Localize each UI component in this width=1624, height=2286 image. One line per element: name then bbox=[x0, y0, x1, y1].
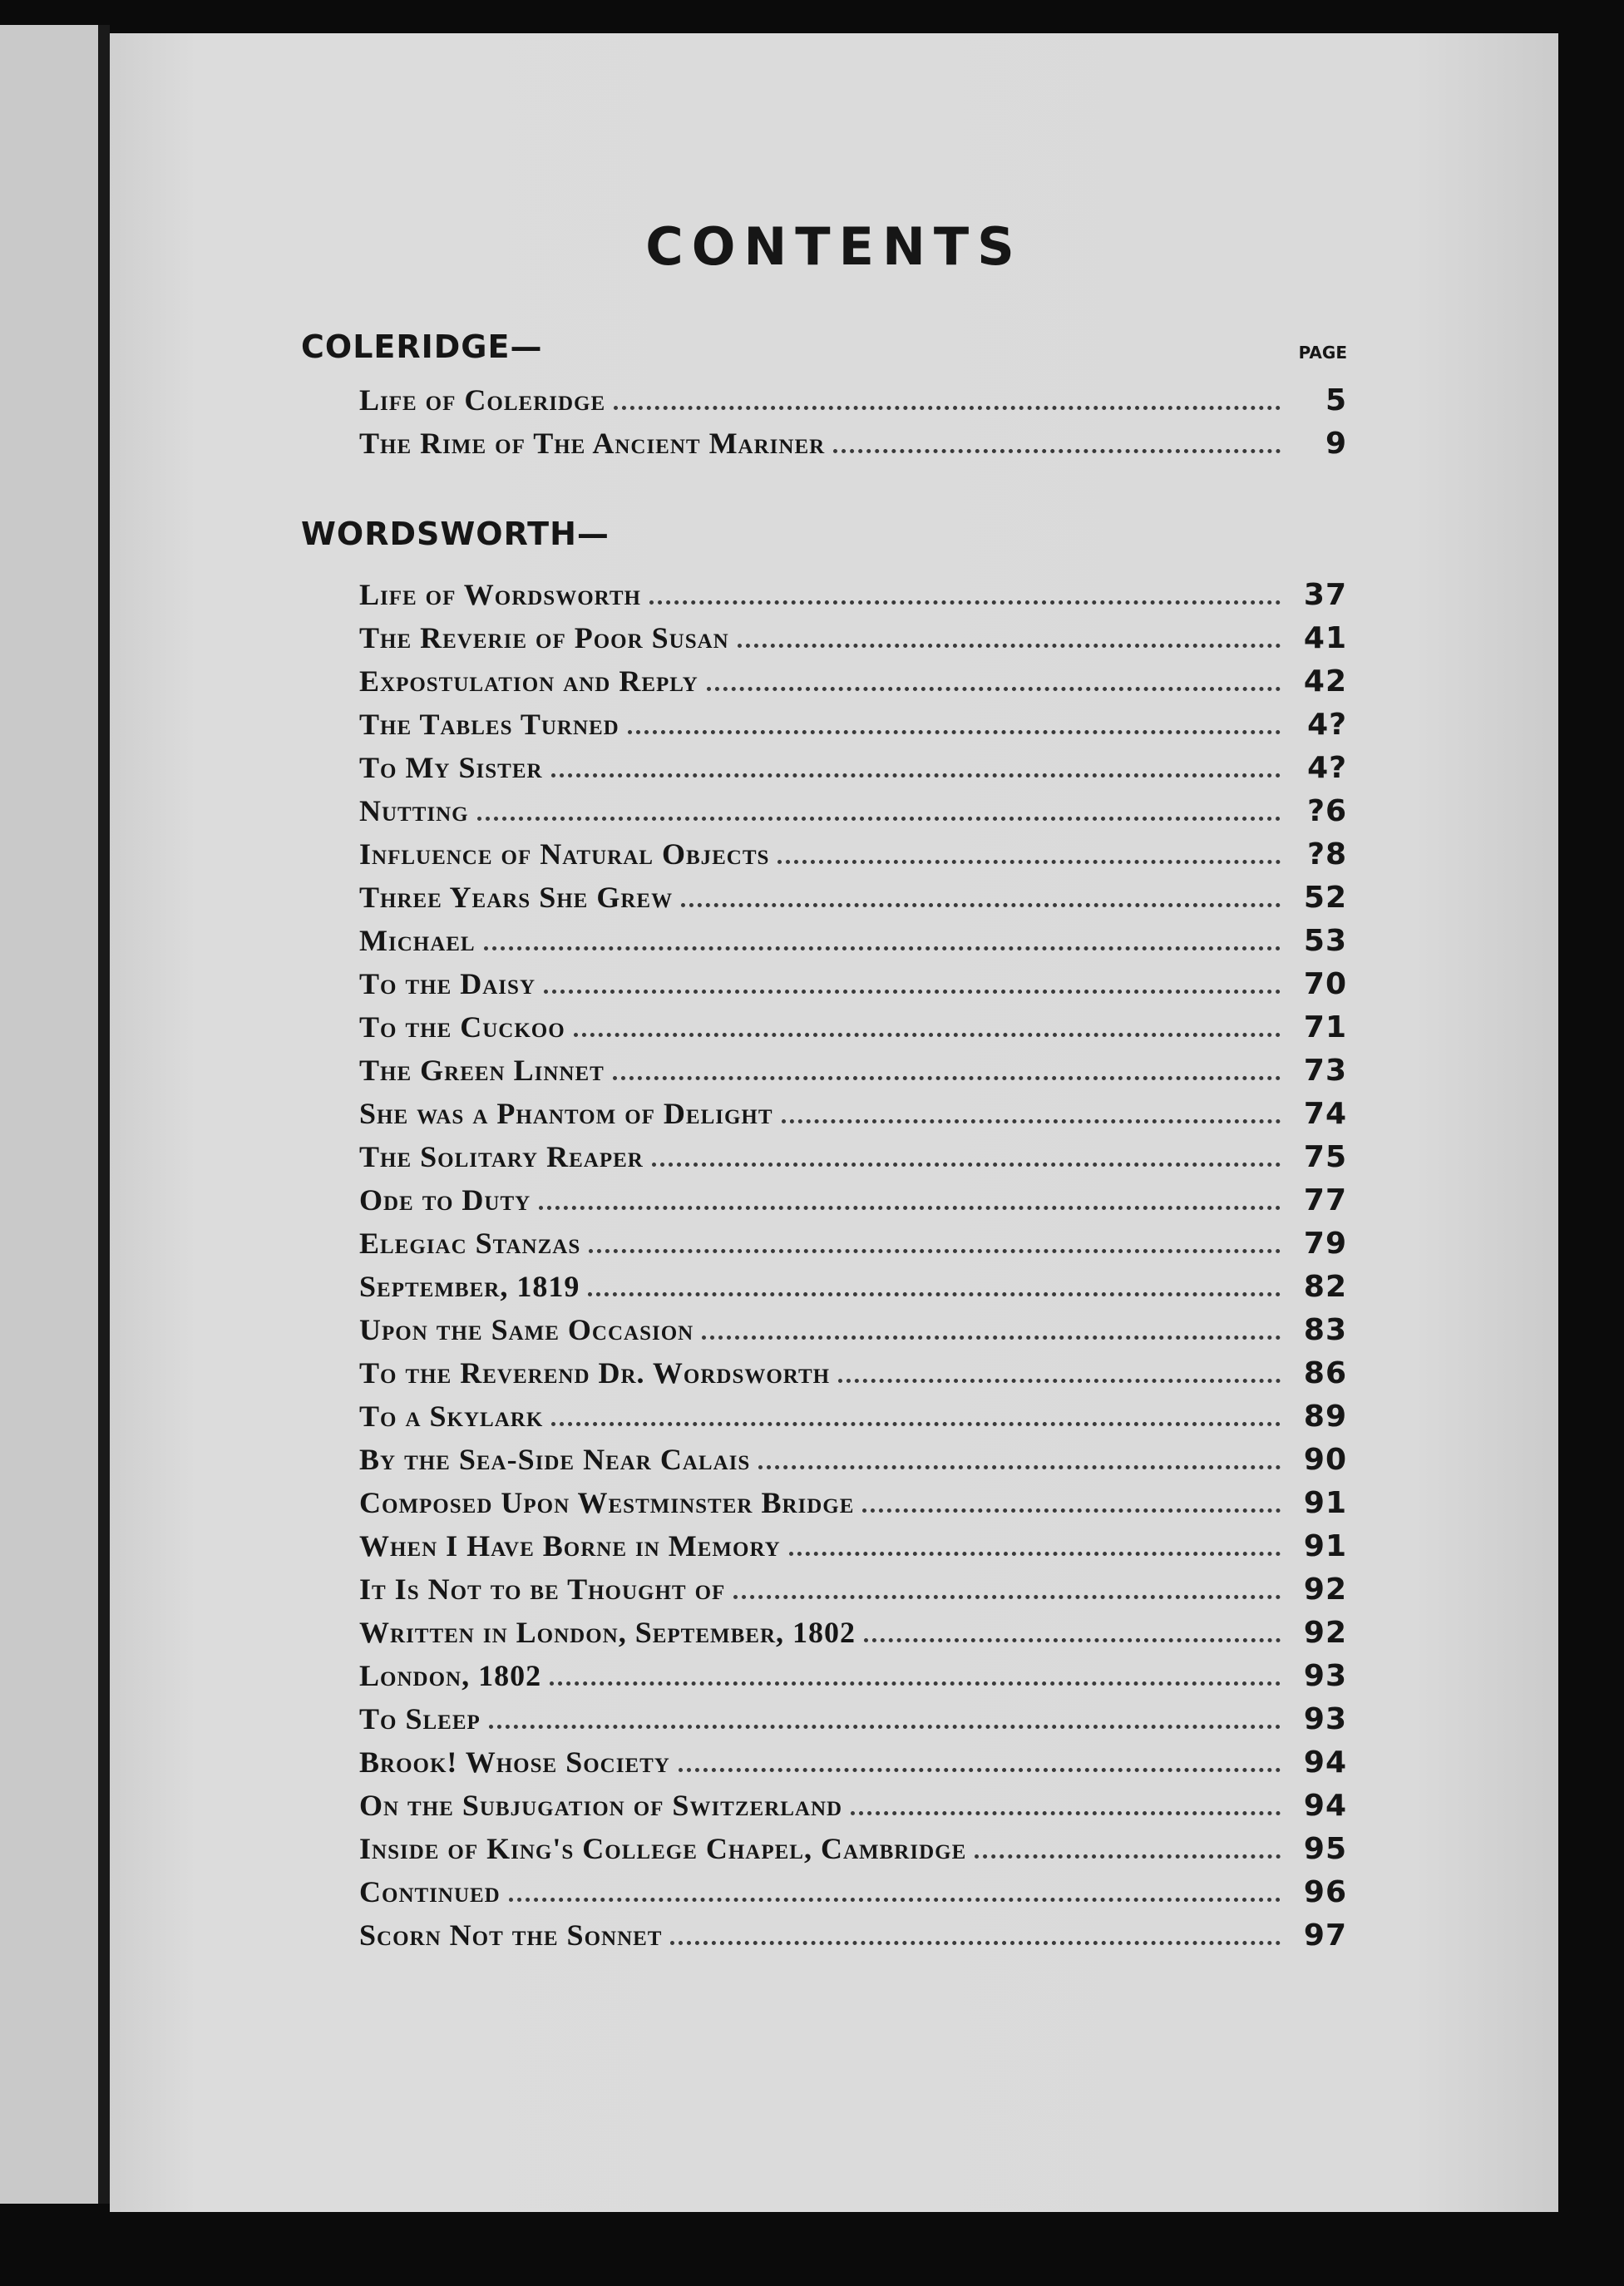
entry-title: Brook! Whose Society bbox=[359, 1745, 670, 1779]
dot-leader bbox=[777, 860, 1281, 864]
wordsworth-entry-list bbox=[359, 577, 1347, 1961]
entry-title: Scorn Not the Sonnet bbox=[359, 1918, 663, 1952]
entry-title: Influence of Natural Objects bbox=[359, 837, 770, 871]
dot-leader bbox=[652, 1163, 1281, 1167]
entry-page-number: 86 bbox=[1303, 1356, 1347, 1390]
entry-page-number: 41 bbox=[1303, 621, 1347, 655]
dot-leader bbox=[628, 730, 1281, 734]
dot-leader bbox=[574, 1033, 1281, 1037]
contents-page bbox=[110, 33, 1558, 2212]
entry-title: It Is Not to be Thought of bbox=[359, 1573, 726, 1606]
toc-entry bbox=[359, 1096, 1347, 1139]
entry-title: Ode to Duty bbox=[359, 1183, 531, 1217]
toc-entry bbox=[359, 1442, 1347, 1485]
entry-page-number: 97 bbox=[1303, 1918, 1347, 1953]
entry-page-number: 42 bbox=[1303, 664, 1347, 699]
toc-entry bbox=[359, 1485, 1347, 1528]
entry-page-number: 77 bbox=[1303, 1183, 1347, 1217]
dot-leader bbox=[733, 1595, 1281, 1599]
entry-page-number: 74 bbox=[1303, 1097, 1347, 1131]
page-column-label: PAGE bbox=[1298, 343, 1347, 363]
dot-leader bbox=[679, 1768, 1281, 1772]
dot-leader bbox=[477, 817, 1281, 821]
entry-page-number: 37 bbox=[1303, 578, 1347, 612]
dot-leader bbox=[588, 1292, 1281, 1296]
toc-entry bbox=[359, 923, 1347, 966]
entry-title: When I Have Borne in Memory bbox=[359, 1529, 781, 1563]
dot-leader bbox=[702, 1336, 1281, 1340]
toc-entry bbox=[359, 1226, 1347, 1269]
coleridge-entry-list bbox=[359, 383, 1347, 469]
dot-leader bbox=[614, 406, 1281, 410]
entry-page-number: 94 bbox=[1303, 1745, 1347, 1780]
dot-leader bbox=[833, 449, 1281, 453]
toc-entry bbox=[359, 1139, 1347, 1182]
entry-page-number: ?8 bbox=[1307, 837, 1347, 871]
toc-entry bbox=[359, 1658, 1347, 1701]
entry-page-number: 90 bbox=[1303, 1443, 1347, 1477]
entry-title: Elegiac Stanzas bbox=[359, 1227, 581, 1260]
entry-page-number: 79 bbox=[1303, 1227, 1347, 1261]
entry-title: Expostulation and Reply bbox=[359, 664, 698, 698]
dot-leader bbox=[707, 687, 1281, 691]
dot-leader bbox=[551, 773, 1281, 778]
entry-page-number: 5 bbox=[1325, 383, 1347, 417]
dot-leader bbox=[851, 1811, 1281, 1815]
toc-entry bbox=[359, 966, 1347, 1010]
toc-entry bbox=[359, 1269, 1347, 1312]
entry-page-number: 9 bbox=[1325, 427, 1347, 461]
entry-title: To the Cuckoo bbox=[359, 1010, 565, 1044]
section-title-wordsworth: WORDSWORTH— bbox=[301, 516, 610, 552]
entry-title: On the Subjugation of Switzerland bbox=[359, 1789, 843, 1822]
entry-page-number: 4? bbox=[1307, 751, 1347, 785]
dot-leader bbox=[975, 1854, 1281, 1859]
toc-entry bbox=[359, 1918, 1347, 1961]
entry-page-number: 91 bbox=[1303, 1529, 1347, 1563]
entry-title: To My Sister bbox=[359, 751, 543, 784]
dot-leader bbox=[550, 1681, 1281, 1686]
toc-entry bbox=[359, 426, 1347, 469]
dot-leader bbox=[681, 903, 1281, 907]
entry-title: London, 1802 bbox=[359, 1659, 542, 1692]
dot-leader bbox=[539, 1206, 1281, 1210]
dot-leader bbox=[758, 1465, 1281, 1469]
entry-page-number: 94 bbox=[1303, 1789, 1347, 1823]
entry-title: Written in London, September, 1802 bbox=[359, 1616, 856, 1649]
toc-entry bbox=[359, 1182, 1347, 1226]
entry-title: She was a Phantom of Delight bbox=[359, 1097, 773, 1130]
dot-leader bbox=[670, 1941, 1281, 1945]
entry-title: To Sleep bbox=[359, 1702, 481, 1735]
toc-entry bbox=[359, 1615, 1347, 1658]
entry-page-number: 93 bbox=[1303, 1659, 1347, 1693]
toc-entry bbox=[359, 1745, 1347, 1788]
toc-entry bbox=[359, 1874, 1347, 1918]
toc-entry bbox=[359, 750, 1347, 793]
entry-title: Life of Coleridge bbox=[359, 383, 606, 417]
entry-title: The Tables Turned bbox=[359, 708, 619, 741]
entry-title: September, 1819 bbox=[359, 1270, 580, 1303]
toc-entry bbox=[359, 1788, 1347, 1831]
toc-entry bbox=[359, 837, 1347, 880]
toc-entry bbox=[359, 577, 1347, 620]
toc-entry bbox=[359, 1312, 1347, 1355]
dot-leader bbox=[782, 1119, 1281, 1123]
toc-entry bbox=[359, 383, 1347, 426]
entry-title: The Green Linnet bbox=[359, 1054, 605, 1087]
left-page-edge bbox=[0, 25, 110, 2204]
entry-title: Three Years She Grew bbox=[359, 881, 674, 914]
entry-page-number: 73 bbox=[1303, 1054, 1347, 1088]
entry-page-number: 92 bbox=[1303, 1573, 1347, 1607]
entry-title: Composed Upon Westminster Bridge bbox=[359, 1486, 855, 1519]
entry-title: Nutting bbox=[359, 794, 469, 827]
entry-title: The Solitary Reaper bbox=[359, 1140, 644, 1173]
entry-page-number: 93 bbox=[1303, 1702, 1347, 1736]
dot-leader bbox=[484, 946, 1281, 950]
toc-entry bbox=[359, 620, 1347, 664]
toc-entry bbox=[359, 1528, 1347, 1572]
dot-leader bbox=[509, 1898, 1281, 1902]
entry-page-number: 53 bbox=[1303, 924, 1347, 958]
entry-title: Inside of King's College Chapel, Cambridge bbox=[359, 1832, 967, 1865]
entry-page-number: 70 bbox=[1303, 967, 1347, 1001]
toc-entry bbox=[359, 664, 1347, 707]
entry-page-number: ?6 bbox=[1307, 794, 1347, 828]
toc-entry bbox=[359, 1053, 1347, 1096]
dot-leader bbox=[613, 1076, 1281, 1080]
entry-title: The Rime of The Ancient Mariner bbox=[359, 427, 826, 460]
toc-entry bbox=[359, 1010, 1347, 1053]
entry-page-number: 83 bbox=[1303, 1313, 1347, 1347]
toc-entry bbox=[359, 1701, 1347, 1745]
toc-entry bbox=[359, 1572, 1347, 1615]
entry-title: Michael bbox=[359, 924, 476, 957]
entry-page-number: 75 bbox=[1303, 1140, 1347, 1174]
toc-entry bbox=[359, 1399, 1347, 1442]
entry-page-number: 89 bbox=[1303, 1400, 1347, 1434]
entry-page-number: 71 bbox=[1303, 1010, 1347, 1044]
dot-leader bbox=[838, 1379, 1281, 1383]
dot-leader bbox=[544, 990, 1281, 994]
toc-entry bbox=[359, 1355, 1347, 1399]
entry-page-number: 96 bbox=[1303, 1875, 1347, 1909]
entry-title: To the Daisy bbox=[359, 967, 536, 1000]
dot-leader bbox=[589, 1249, 1281, 1253]
page-heading: CONTENTS bbox=[645, 216, 1023, 277]
entry-page-number: 4? bbox=[1307, 708, 1347, 742]
dot-leader bbox=[489, 1725, 1281, 1729]
toc-entry bbox=[359, 1831, 1347, 1874]
dot-leader bbox=[738, 644, 1281, 648]
toc-entry bbox=[359, 707, 1347, 750]
entry-title: To a Skylark bbox=[359, 1400, 544, 1433]
dot-leader bbox=[551, 1422, 1281, 1426]
section-title-coleridge: COLERIDGE— bbox=[301, 328, 543, 365]
entry-page-number: 92 bbox=[1303, 1616, 1347, 1650]
entry-title: Continued bbox=[359, 1875, 501, 1908]
toc-entry bbox=[359, 880, 1347, 923]
dot-leader bbox=[864, 1638, 1281, 1642]
entry-page-number: 95 bbox=[1303, 1832, 1347, 1866]
entry-title: To the Reverend Dr. Wordsworth bbox=[359, 1356, 831, 1390]
toc-entry bbox=[359, 793, 1347, 837]
entry-page-number: 91 bbox=[1303, 1486, 1347, 1520]
dot-leader bbox=[789, 1552, 1281, 1556]
entry-page-number: 82 bbox=[1303, 1270, 1347, 1304]
entry-title: Upon the Same Occasion bbox=[359, 1313, 694, 1346]
dot-leader bbox=[649, 600, 1281, 605]
entry-title: By the Sea-Side Near Calais bbox=[359, 1443, 751, 1476]
entry-title: Life of Wordsworth bbox=[359, 578, 641, 611]
dot-leader bbox=[862, 1508, 1281, 1513]
entry-page-number: 52 bbox=[1303, 881, 1347, 915]
entry-title: The Reverie of Poor Susan bbox=[359, 621, 729, 654]
